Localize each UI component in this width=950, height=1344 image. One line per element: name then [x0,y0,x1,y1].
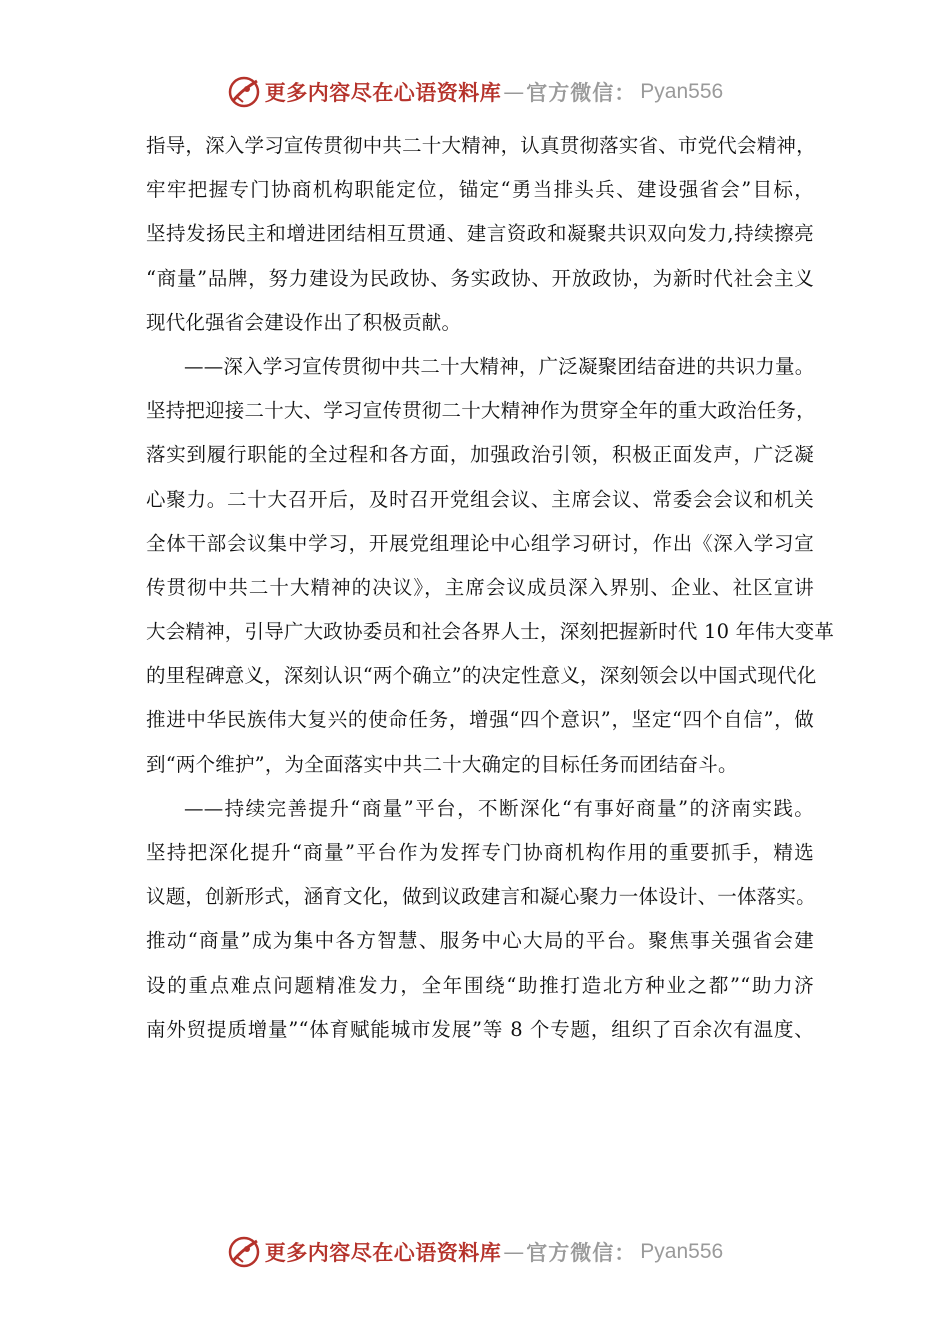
text-line: ——深入学习宣传贯彻中共二十大精神，广泛凝聚团结奋进的共识力量。 [184,354,815,378]
watermark-id: Pyan556 [640,80,724,103]
watermark-id: Pyan556 [640,1240,724,1263]
text-line: 大会精神，引导广大政协委员和社会各界人士，深刻把握新时代 10 年伟大变革 [146,620,835,644]
watermark-header [0,72,950,112]
document-body [146,124,835,1052]
text-line: ——持续完善提升“商量”平台，不断深化“有事好商量”的济南实践。 [184,796,814,820]
watermark-official-text: 官方微信： [526,1241,637,1265]
paragraph [146,787,814,1052]
text-line: 落实到履行职能的全过程和各方面，加强政治引领，积极正面发声，广泛凝 [146,443,814,467]
text-line: 坚持把迎接二十大、学习宣传贯彻二十大精神作为贯穿全年的重大政治任务， [146,399,816,423]
text-line: 推进中华民族伟大复兴的使命任务，增强“四个意识”，坚定“四个自信”，做 [146,708,814,732]
text-line: 南外贸提质增量”“体育赋能城市发展”等 8 个专题，组织了百余次有温度、 [146,1017,814,1041]
text-line: 全体干部会议集中学习，开展党组理论中心组学习研讨，作出《深入学习宣 [146,531,814,555]
text-line: 传贯彻中共二十大精神的决议》，主席会议成员深入界别、企业、社区宣讲 [146,575,814,599]
pen-logo-icon [227,1235,261,1269]
text-line: 到“两个维护”，为全面落实中共二十大确定的目标任务而团结奋斗。 [146,752,738,776]
text-line: 的里程碑意义，深刻认识“两个确立”的决定性意义，深刻领会以中国式现代化 [146,664,817,688]
text-line: 牢牢把握专门协商机构职能定位，锚定“勇当排头兵、建设强省会”目标， [146,178,814,202]
text-line: 设的重点难点问题精准发力，全年围绕“助推打造北方种业之都”“助力济 [146,973,814,997]
watermark-main-text: 更多内容尽在心语资料库 [264,81,502,105]
watermark-main-text: 更多内容尽在心语资料库 [264,1241,502,1265]
text-line: 推动“商量”成为集中各方智慧、服务中心大局的平台。聚焦事关强省会建 [146,929,814,953]
text-line: 心聚力。二十大召开后，及时召开党组会议、主席会议、常委会会议和机关 [146,487,814,511]
text-line: 议题，创新形式，涵育文化，做到议政建言和凝心聚力一体设计、一体落实。 [146,885,816,909]
paragraph [146,345,835,787]
text-line: 现代化强省会建设作出了积极贡献。 [146,310,462,334]
paragraph [146,124,814,345]
text-line: 坚持发扬民主和增进团结相互贯通、建言资政和凝聚共识双向发力,持续擦亮 [146,222,814,246]
text-line: “商量”品牌，努力建设为民政协、务实政协、开放政协，为新时代社会主义 [146,266,814,290]
text-line: 指导，深入学习宣传贯彻中共二十大精神，认真贯彻落实省、市党代会精神， [146,134,816,157]
watermark-official-text: 官方微信： [526,81,637,105]
pen-logo-icon [227,75,261,109]
text-line: 坚持把深化提升“商量”平台作为发挥专门协商机构作用的重要抓手，精选 [146,841,814,864]
watermark-footer [0,1232,950,1272]
watermark-dash: — [503,80,525,104]
watermark-dash: — [503,1240,525,1264]
